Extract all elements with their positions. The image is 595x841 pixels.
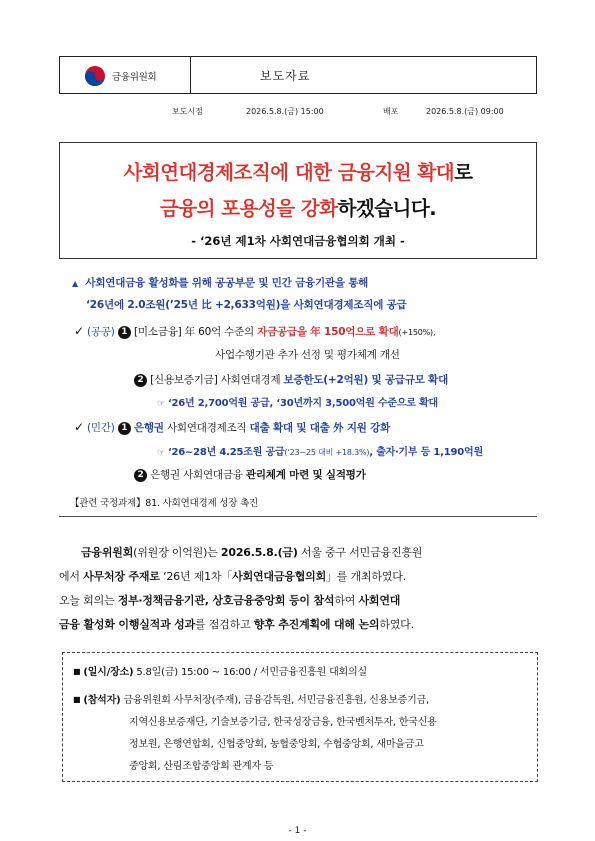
body-l1-c: 2026.5.8.(금): [220, 546, 298, 559]
divider-line: [59, 516, 537, 517]
page-number: - 1 -: [288, 826, 307, 836]
info-attendees: [73, 691, 429, 706]
pointing-hand-icon: ☞: [157, 399, 165, 409]
info-att-l1: 금융위원회 사무처장(주재), 금융감독원, 서민금융진흥원, 신용보증기금,: [123, 695, 430, 706]
title-line-1-red: 사회연대경제조직에 대한 금융지원 확대: [123, 161, 455, 184]
info-att-l4: 중앙회, 산림조합중앙회 관계자 등: [129, 761, 274, 772]
body-l1-d: 서울 중구 서민금융진흥원: [297, 546, 423, 559]
body-l3-a: 오늘 회의는: [59, 594, 118, 607]
private-label: (민간): [87, 422, 115, 434]
info-att-l2: 지역신용보증재단, 기술보증기금, 한국성장금융, 한국벤처투자, 한국신용: [129, 717, 437, 728]
pub2-a: [신용보증기금] 사회연대경제: [150, 374, 284, 386]
priv2-a: 은행권 사회연대금융: [150, 469, 246, 481]
number-1-icon: 1: [118, 422, 131, 435]
info-att-l3: 정보원, 은행연합회, 신협중앙회, 농협중앙회, 수협중앙회, 새마을금고: [129, 739, 424, 750]
triangle-bullet-icon: ▲: [72, 279, 78, 288]
body-l2-c: ‘26년 제1차「: [159, 570, 233, 583]
body-l3-c: 하여: [334, 594, 359, 607]
number-2-icon: 2: [134, 374, 147, 387]
priv2-b: 관리체계 마련 및 실적평가: [245, 469, 366, 481]
title-line-1: [60, 157, 536, 185]
body-l4-d: 하였다.: [379, 618, 414, 631]
subtitle: - ‘26년 제1차 사회연대금융협의회 개최 -: [191, 234, 405, 248]
body-l2-d: 사회연대금융협의회: [232, 570, 326, 583]
check-icon: ✓: [74, 420, 84, 434]
public-item-1: [74, 324, 435, 339]
priv1-line-2: [157, 443, 483, 458]
square-bullet-icon: ■: [73, 667, 81, 676]
body-l1-b: (위원장 이억원)는: [133, 546, 221, 559]
body-l4-a: 금융 활성화 이행실적과 성과: [59, 618, 195, 631]
taegeuk-logo-icon: [84, 65, 106, 87]
pub1-b: 자금공급을 年 150억으로 확대: [257, 326, 399, 338]
pub2-line-2-text: ‘26년 2,700억원 공급, ‘30년까지 3,500억원 수준으로 확대: [167, 398, 438, 409]
body-l3-d: 사회연대: [358, 594, 401, 607]
pointing-hand-icon: ☞: [157, 448, 165, 458]
check-icon: ✓: [74, 324, 84, 338]
title-line-2-red: 금융의 포용성을 강화: [159, 197, 338, 220]
body-l3-b: 정부‧정책금융기관, 상호금융중앙회 등이 참석: [117, 594, 335, 607]
info-date-value: 5.8일(금) 15:00 ~ 16:00 / 서민금융진흥원 대회의실: [136, 667, 367, 678]
body-line-4: [59, 616, 539, 632]
body-line-2: [59, 568, 539, 584]
related-task: 【관련 국정과제】81. 사회연대경제 성장 촉진: [70, 498, 259, 509]
pub1-line-2: 사업수행기관 추가 선정 및 평가체계 개선: [215, 349, 400, 361]
summary-intro-1-text: 사회연대금융 활성화를 위해 공공부문 및 민간 금융기관을 통해: [85, 277, 369, 289]
info-date-label: (일시/장소): [83, 667, 134, 678]
dist-label: 배포: [383, 107, 399, 116]
pub2-c: 및 공급규모 확대: [368, 374, 449, 386]
body-l4-c: 향후 추진계획에 대해 논의: [253, 618, 380, 631]
body-l2-e: 」를 개최하였다.: [326, 570, 406, 583]
number-1-icon: 1: [118, 326, 131, 339]
title-line-2: [60, 193, 536, 221]
body-l1-a: 금융위원회: [81, 546, 134, 559]
pub1-c: (+150%),: [398, 328, 436, 337]
dist-value: 2026.5.8.(금) 09:00: [426, 107, 504, 116]
org-name: 금융위원회: [112, 72, 157, 83]
body-line-3: [59, 592, 539, 608]
priv1-b: 사회연대경제조직: [163, 422, 250, 434]
number-2-icon: 2: [134, 469, 147, 482]
info-att-label: (참석자): [83, 695, 121, 706]
info-box: [62, 652, 538, 782]
body-l4-b: 를 점검하고: [195, 618, 254, 631]
square-bullet-icon: ■: [73, 695, 81, 704]
header-divider: [190, 57, 191, 93]
release-value: 2026.5.8.(금) 15:00: [246, 107, 324, 116]
pub2-line-2: [157, 394, 438, 409]
priv1-line-2-c: , 출자‧기부 등 1,190억원: [369, 447, 483, 458]
body-line-1: [59, 544, 539, 560]
doc-type: 보도자료: [260, 69, 311, 83]
public-item-2: [134, 372, 448, 387]
body-l2-b: 사무처장 주재로: [83, 570, 160, 583]
summary-intro-1: [72, 275, 368, 290]
priv1-c: 대출 확대 및 대출 外 지원 강화: [249, 422, 391, 434]
private-item-2: [134, 467, 366, 482]
summary-intro-2: ‘26년에 2.0조원(’25년 比 +2,633억원)을 사회연대경제조직에 공급: [86, 299, 407, 311]
title-box: [59, 142, 537, 259]
title-line-1-dark: 로: [454, 161, 473, 184]
public-label: (공공): [87, 326, 115, 338]
private-item-1: [74, 420, 390, 435]
body-l2-a: 에서: [59, 570, 84, 583]
title-line-2-dark: 하겠습니다.: [337, 197, 437, 220]
priv1-line-2-b: (‘23~25 대비 +18.3%): [284, 448, 370, 457]
info-date: [73, 663, 367, 678]
release-label: 보도시점: [172, 107, 203, 116]
header-box: [59, 56, 537, 94]
pub1-a: [미소금융] 年 60억 수준의: [133, 326, 258, 338]
priv1-line-2-a: ‘26~28년 4.25조원 공급: [167, 447, 285, 458]
priv1-a: 은행권: [133, 422, 164, 434]
pub2-b: 보증한도(+2억원): [283, 374, 369, 386]
